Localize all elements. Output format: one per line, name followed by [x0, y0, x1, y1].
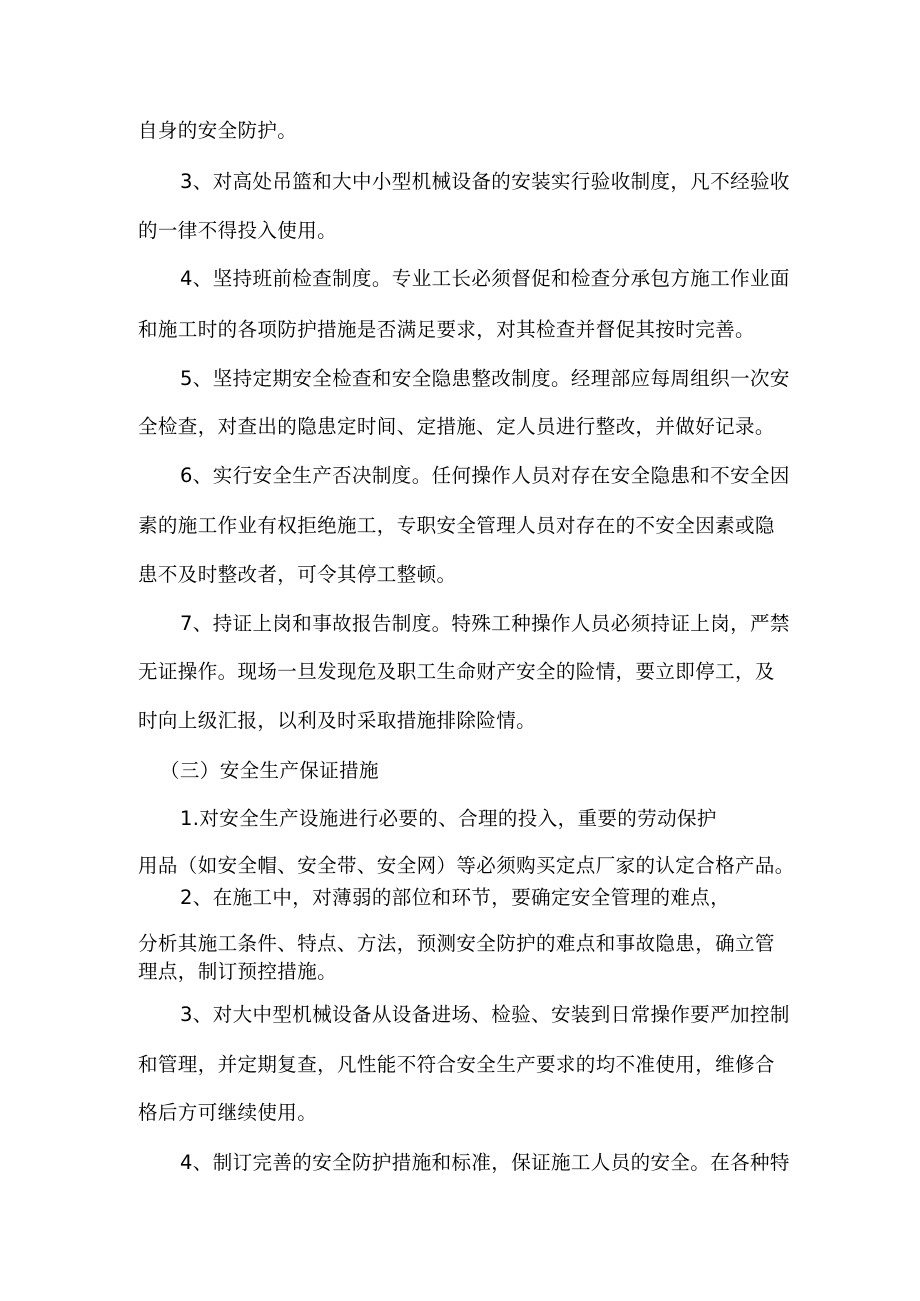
- text-line: 素的施工作业有权拒绝施工，专职安全管理人员对存在的不安全因素或隐: [138, 514, 775, 537]
- text-line: 格后方可继续使用。: [138, 1101, 318, 1124]
- text-line: 和管理，并定期复查，凡性能不符合安全生产要求的均不准使用，维修合: [138, 1053, 775, 1076]
- text-line: 无证操作。现场一旦发现危及职工生命财产安全的险情，要立即停工，及: [138, 660, 775, 683]
- text-line: 3、对大中型机械设备从设备进场、检验、安装到日常操作要严加控制: [180, 1003, 790, 1026]
- text-line: 和施工时的各项防护措施是否满足要求，对其检查并督促其按时完善。: [138, 318, 755, 341]
- text-line: 理点，制订预控措施。: [138, 960, 338, 983]
- text-line: 分析其施工条件、特点、方法，预测安全防护的难点和事故隐患，确立管: [138, 932, 775, 955]
- text-line: 的一律不得投入使用。: [138, 219, 338, 242]
- text-line: 7、持证上岗和事故报告制度。特殊工种操作人员必须持证上岗，严禁: [180, 612, 790, 635]
- text-line: 患不及时整改者，可令其停工整顿。: [138, 563, 457, 586]
- text-line: 5、坚持定期安全检查和安全隐患整改制度。经理部应每周组织一次安: [180, 367, 790, 390]
- text-line: 6、实行安全生产否决制度。任何操作人员对存在安全隐患和不安全因: [180, 464, 790, 487]
- text-line: 3、对高处吊篮和大中小型机械设备的安装实行验收制度，凡不经验收: [180, 170, 790, 193]
- text-line: 2、在施工中，对薄弱的部位和环节，要确定安全管理的难点，: [180, 886, 731, 909]
- text-line: 4、坚持班前检查制度。专业工长必须督促和检查分承包方施工作业面: [180, 267, 790, 290]
- text-line: 时向上级汇报，以利及时采取措施排除险情。: [138, 709, 537, 732]
- text-line: 全检查，对查出的隐患定时间、定措施、定人员进行整改，并做好记录。: [138, 415, 775, 438]
- section-heading: （三）安全生产保证措施: [160, 759, 379, 782]
- text-line: 4、制订完善的安全防护措施和标准，保证施工人员的安全。在各种特: [180, 1151, 790, 1174]
- text-line: 1.对安全生产设施进行必要的、合理的投入，重要的劳动保护: [180, 807, 717, 830]
- text-line: 自身的安全防护。: [138, 119, 298, 142]
- text-line: 用品（如安全帽、安全带、安全网）等必须购买定点厂家的认定合格产品。: [138, 854, 795, 877]
